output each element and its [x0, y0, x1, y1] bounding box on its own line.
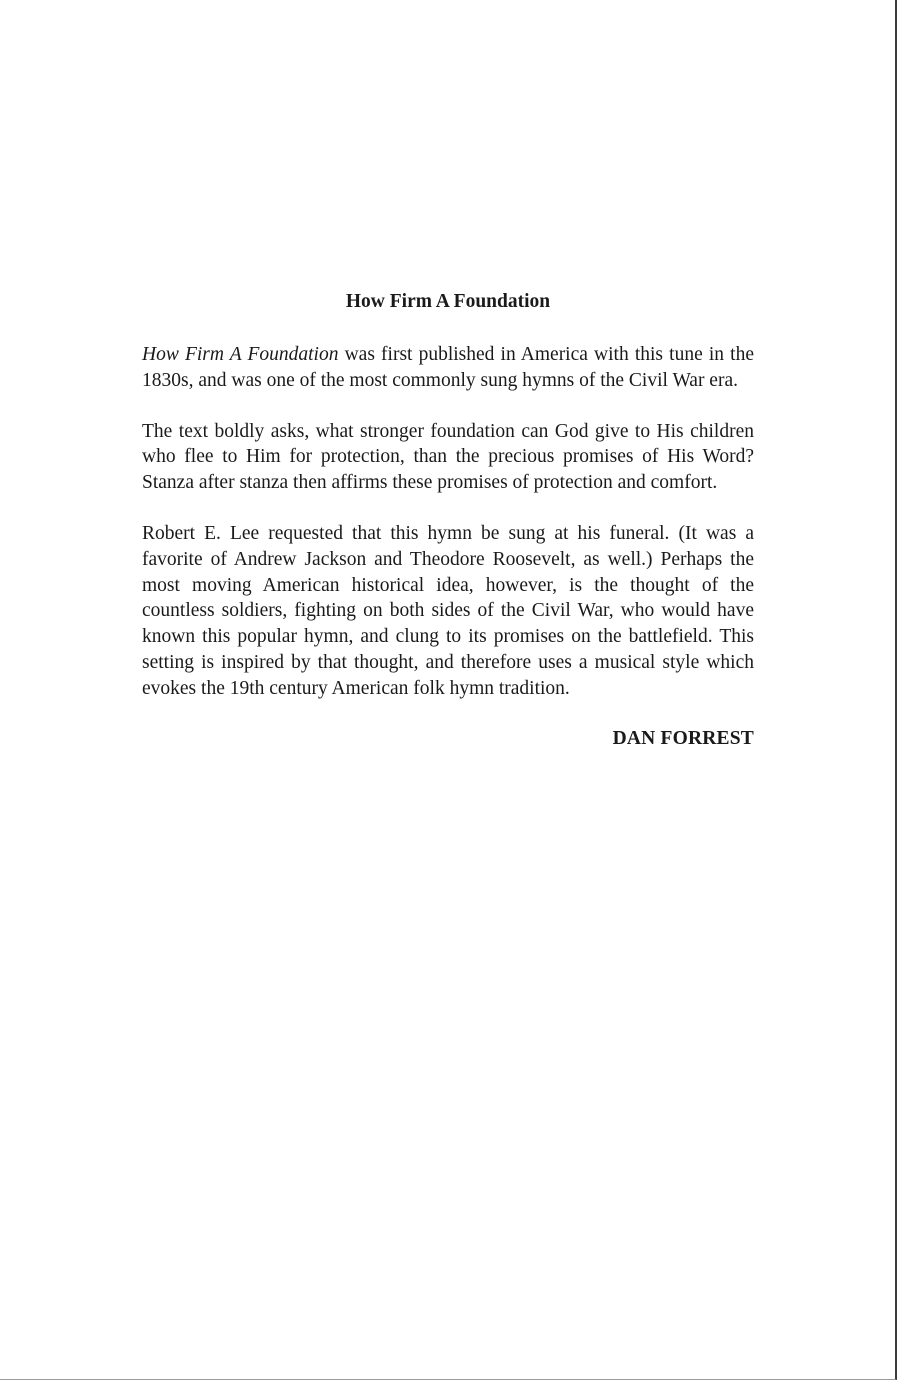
paragraph-history [142, 342, 754, 394]
paragraph-civil-war-text: Robert E. Lee requested that this hymn be sung at his funeral. (It was a favorite of Andrew Jackson and Theodore Roosevelt, as well.) Perhaps the most moving American historical idea, however, is the thought of the countless soldiers, fighting on both sides of the Civil War, who would have known this popular hymn, and clung to its promises on the battlefield. This setting is inspired by that thought, and therefore uses a musical style which evokes the 19th century American folk hymn tradition. [142, 522, 754, 699]
paragraph-history-text: was first published in America with this tune in the 1830s, and was one of the most commonly sung hymns of the Civil War era. [142, 344, 754, 391]
program-note [142, 288, 754, 751]
page-title: How Firm A Foundation [345, 291, 551, 312]
paragraph-text-meaning [142, 419, 754, 496]
hymn-title-italic: How Firm A Foundation [142, 344, 339, 365]
paragraph-text-meaning-text: The text boldly asks, what stronger foundation can God give to His children who flee to Him for protection, than the precious promises of His Word? Stanza after stanza then affirms these promises of protection and comfort. [142, 420, 754, 494]
author-signature: DAN FORREST [612, 727, 754, 749]
paragraph-civil-war [142, 521, 754, 702]
